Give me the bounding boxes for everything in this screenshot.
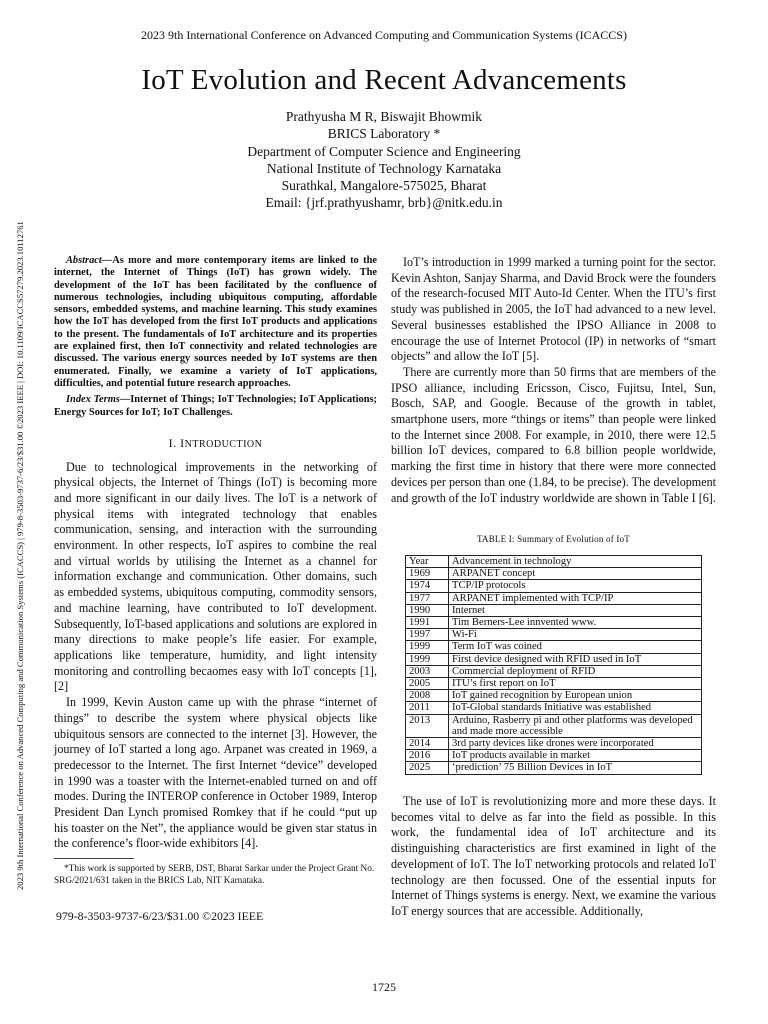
table-row <box>406 617 702 629</box>
table-cell-advancement: IoT products available in market <box>449 750 702 762</box>
table-cell-advancement: TCP/IP protocols <box>449 580 702 592</box>
table-row <box>406 629 702 641</box>
table-cell-advancement: ITU’s first report on IoT <box>449 678 702 690</box>
section-title-initial: I <box>180 435 185 450</box>
abstract-label: Abstract <box>66 255 102 266</box>
table-cell-year: 1991 <box>406 617 449 629</box>
table-cell-advancement: Wi-Fi <box>449 629 702 641</box>
table-row <box>406 568 702 580</box>
copyright-notice: 979-8-3503-9737-6/23/$31.00 ©2023 IEEE <box>56 909 264 923</box>
table-row <box>406 641 702 653</box>
table-row <box>406 762 702 774</box>
right-paragraph-3: The use of IoT is revolutionizing more and more these days. It becomes vital to delve as far into the field as possible. In this work, the fundamental idea of IoT architecture and its distinguishing characteristics are first examined in light of the development of IoT. The IoT networking protocols and related IoT technology are then focussed. One of the essential inputs for Internet of Things systems is energy. Next, we examine the various IoT energy sources that are accessible. Additionally, <box>391 794 716 918</box>
table-cell-advancement: Tim Berners-Lee innvented www. <box>449 617 702 629</box>
table-header-row <box>406 556 702 568</box>
table-row <box>406 702 702 714</box>
table-cell-year: 1977 <box>406 592 449 604</box>
table-cell-advancement: Arduino, Rasberry pi and other platforms was developed and made more accessible <box>449 714 702 737</box>
table-row <box>406 580 702 592</box>
author-email: Email: {jrf.prathyushamr, brb}@nitk.edu.in <box>265 195 503 211</box>
table-cell-year: 2014 <box>406 738 449 750</box>
right-column <box>391 255 716 506</box>
author-department: Department of Computer Science and Engineering <box>247 143 521 159</box>
page-number: 1725 <box>372 980 396 994</box>
table-cell-advancement: IoT gained recognition by European union <box>449 690 702 702</box>
table-cell-advancement: ARPANET implemented with TCP/IP <box>449 592 702 604</box>
author-location: Surathkal, Mangalore-575025, Bharat <box>281 178 487 194</box>
table-cell-year: 1997 <box>406 629 449 641</box>
table-row <box>406 653 702 665</box>
table-cell-year: 2011 <box>406 702 449 714</box>
author-institute: National Institute of Technology Karnataka <box>266 160 502 176</box>
funding-footnote: *This work is supported by SERB, DST, Bharat Sarkar under the Project Grant No. SRG/2021/631 taken in the BRICS Lab, NIT Karnataka. <box>54 864 375 887</box>
table-cell-year: 2013 <box>406 714 449 737</box>
section-number: I. <box>168 435 181 450</box>
paper-title: IoT Evolution and Recent Advancements <box>141 64 627 96</box>
abstract-text: —As more and more contemporary items are linked to the internet, the Internet of Things (IoT) has grown widely. The development of the IoT has been facilitated by the confluence of numerous technologies, including ubiquitous computing, affordable sensors, embedded systems, and machine learning. This study examines how the IoT has developed from the first IoT products and applications to the present. The fundamentals of IoT architecture and its properties are explained first, then IoT connectivity and related technologies are discussed. The various energy sources needed by IoT systems are then enumerated. Finally, we examine a variety of IoT applications, difficulties, and potential future research approaches. <box>54 255 377 389</box>
table-cell-year: 2003 <box>406 665 449 677</box>
table-row <box>406 750 702 762</box>
table-cell-advancement: Term IoT was coined <box>449 641 702 653</box>
section-heading-introduction <box>54 436 377 453</box>
table-cell-year: 2016 <box>406 750 449 762</box>
table-cell-year: 2008 <box>406 690 449 702</box>
index-terms <box>54 394 377 419</box>
intro-paragraph-1: Due to technological improvements in the networking of physical objects, the Internet of Things (IoT) is becoming more and more significant in our daily lives. The IoT is a network of physical items with integrated technology that enables communication, sensing, and interaction with the surrounding environment. In other respects, IoT aspires to combine the real and virtual worlds by utilising the Internet as a channel for information exchange and communication. Other domains, such as embedded systems, ubiquitous computing, commodity sensors, and machine learning, have contributed to IoT development. Subsequently, IoT-based applications and solutions are explored in many directions to make people’s life easier. For example, applications like temperature, humidity, and light intensity monitoring and controlling becaomes easy with IoT concepts [1], [2] <box>54 459 377 694</box>
intro-paragraph-2: In 1999, Kevin Auston came up with the phrase “internet of things” to describe the system where physical objects like ubiquitous sensors are connected to the internet [3]. However, the journey of IoT started a long ago. Arpanet was created in 1969, a predecessor to the Internet. The first Internet “device” developed in 1990 was a toaster with the Internet-enabled turned on and off modes. During the INTEROP conference in October 1989, Interop President Dan Lynch promised Romkey that if he could “put up his toaster on the Net”, the appliance would be given star status in the conference’s floor-wide exhibitors [4]. <box>54 695 377 851</box>
footnote-rule <box>54 858 134 859</box>
table-cell-advancement: 3rd party devices like drones were incorporated <box>449 738 702 750</box>
table-row <box>406 714 702 737</box>
right-paragraph-2: There are currently more than 50 firms that are members of the IPSO alliance, including Ericsson, Cisco, Fujitsu, Intel, Sun, Bosch, SAP, and Google. Because of the growth in tablet, smartphone users, more “things or items” than people were linked to the Internet since 2008. For example, in 2010, there were 12.5 billion IoT devices, compared to 6.8 billion people worldwide, marking the first time in history that there were more connected devices per person than one (1.84, to be precise). The development and growth of the IoT industry worldwide are shown in Table I [6]. <box>391 364 716 505</box>
table-cell-advancement: ARPANET concept <box>449 568 702 580</box>
side-margin-text: 2023 9th International Conference on Advanced Computing and Communication Systems (ICACCS) | 979-8-3503-9737-6/23/$31.00 ©2023 IEEE | DOI: 10.1109/ICACCS57279.2023.10112761 <box>15 221 25 890</box>
table-row <box>406 665 702 677</box>
index-terms-label: Index Terms <box>66 394 120 406</box>
table-cell-year: 2025 <box>406 762 449 774</box>
right-column-lower <box>391 794 716 920</box>
table-cell-year: 1999 <box>406 653 449 665</box>
table-body <box>406 568 702 774</box>
footnote-area <box>54 858 377 887</box>
abstract <box>54 255 377 390</box>
table-row <box>406 678 702 690</box>
section-title-rest: NTRODUCTION <box>184 438 263 450</box>
table-row <box>406 592 702 604</box>
table-cell-year: 1990 <box>406 604 449 616</box>
table-header-year: Year <box>406 556 449 568</box>
table-row <box>406 604 702 616</box>
conference-header: 2023 9th International Conference on Advanced Computing and Communication Systems (ICACCS) <box>141 28 627 42</box>
author-block <box>0 108 768 212</box>
table-header-advancement: Advancement in technology <box>449 556 702 568</box>
table-row <box>406 738 702 750</box>
table-cell-advancement: Internet <box>449 604 702 616</box>
table-caption: TABLE I: Summary of Evolution of IoT <box>477 534 630 544</box>
table-cell-advancement: First device designed with RFID used in IoT <box>449 653 702 665</box>
author-names: Prathyusha M R, Biswajit Bhowmik <box>285 109 483 124</box>
table-cell-year: 2005 <box>406 678 449 690</box>
side-margin-citation <box>7 130 23 890</box>
table-cell-advancement: ‘prediction’ 75 Billion Devices in IoT <box>449 762 702 774</box>
table-cell-year: 1974 <box>406 580 449 592</box>
left-column <box>54 255 377 852</box>
index-terms-text: —Internet of Things; IoT Technologies; IoT Applications; Energy Sources for IoT; IoT Challenges. <box>54 394 377 418</box>
right-paragraph-1: IoT’s introduction in 1999 marked a turning point for the sector. Kevin Ashton, Sanjay Sharma, and David Brock were the founders of the research-focused MIT Auto-Id Center. When the ITU’s first study was published in 2005, the IoT had advanced to a new level. Several businesses established the IPSO Alliance in 2008 to encourage the use of Internet Protocol (IP) in networks of “smart objects” and allow the IoT [5]. <box>391 255 716 364</box>
table-cell-year: 1969 <box>406 568 449 580</box>
evolution-table <box>405 555 702 775</box>
table-cell-advancement: Commercial deployment of RFID <box>449 665 702 677</box>
table-cell-year: 1999 <box>406 641 449 653</box>
table-row <box>406 690 702 702</box>
author-lab: BRICS Laboratory * <box>327 126 441 142</box>
table-cell-advancement: IoT-Global standards Initiative was established <box>449 702 702 714</box>
